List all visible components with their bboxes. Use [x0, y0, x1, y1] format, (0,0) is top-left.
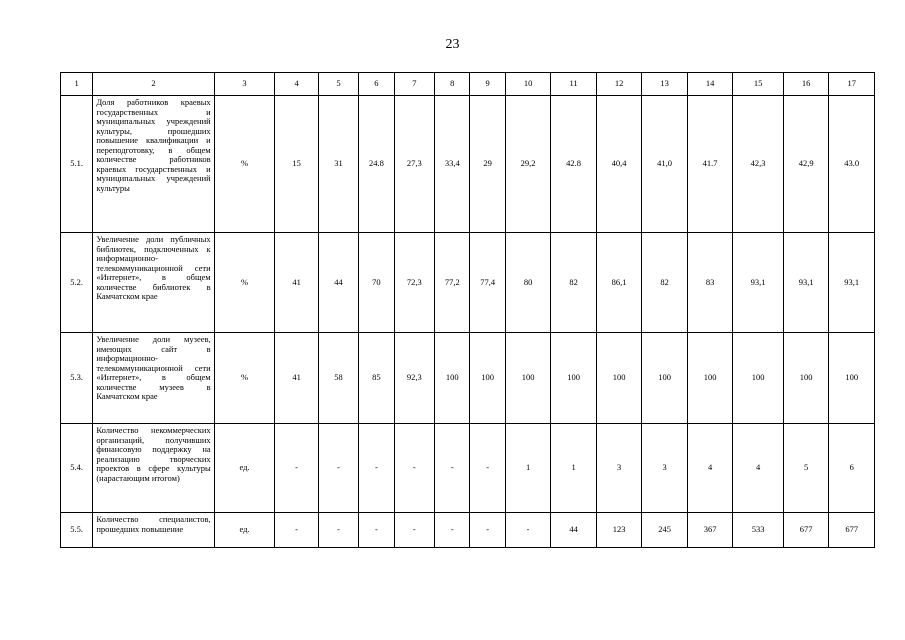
unit-cell: ед.	[214, 513, 275, 548]
value-cell: 41.7	[687, 96, 733, 233]
header-cell: 1	[61, 73, 93, 96]
row-number: 5.5.	[61, 513, 93, 548]
value-cell: -	[435, 513, 470, 548]
value-cell: 533	[733, 513, 784, 548]
value-cell: 1	[505, 424, 551, 513]
value-cell: 29	[470, 96, 505, 233]
value-cell: -	[505, 513, 551, 548]
header-cell: 14	[687, 73, 733, 96]
value-cell: 93,1	[783, 233, 829, 333]
header-cell: 15	[733, 73, 784, 96]
value-cell: -	[470, 424, 505, 513]
value-cell: 86,1	[596, 233, 642, 333]
header-cell: 9	[470, 73, 505, 96]
indicator-description: Доля работников краевых государственных и муниципальных учреждений культуры, прошедших повышение квалификации и переподготовку, в общем количестве работников краевых государственных и муниципальных учреждений культуры	[93, 96, 214, 233]
value-cell: -	[318, 513, 358, 548]
table-row	[61, 233, 875, 333]
value-cell: 40,4	[596, 96, 642, 233]
value-cell: 100	[687, 333, 733, 424]
indicator-description: Количество некоммерческих организаций, получивших финансовую поддержку на реализацию творческих проектов в сфере культуры (нарастающим итогом)	[93, 424, 214, 513]
unit-cell: %	[214, 96, 275, 233]
row-number: 5.2.	[61, 233, 93, 333]
value-cell: -	[435, 424, 470, 513]
value-cell: 77,2	[435, 233, 470, 333]
header-cell: 8	[435, 73, 470, 96]
value-cell: 42,9	[783, 96, 829, 233]
value-cell: -	[470, 513, 505, 548]
value-cell: 93,1	[829, 233, 875, 333]
value-cell: 44	[551, 513, 597, 548]
table-row	[61, 96, 875, 233]
value-cell: -	[359, 513, 394, 548]
value-cell: 100	[642, 333, 688, 424]
header-row	[61, 73, 875, 96]
header-cell: 7	[394, 73, 434, 96]
value-cell: 15	[275, 96, 318, 233]
unit-cell: %	[214, 233, 275, 333]
value-cell: 85	[359, 333, 394, 424]
value-cell: 6	[829, 424, 875, 513]
indicator-table	[60, 72, 875, 548]
value-cell: 4	[687, 424, 733, 513]
header-cell: 13	[642, 73, 688, 96]
value-cell: 100	[783, 333, 829, 424]
value-cell: 367	[687, 513, 733, 548]
value-cell: 41	[275, 333, 318, 424]
value-cell: 100	[733, 333, 784, 424]
value-cell: 123	[596, 513, 642, 548]
table-row	[61, 513, 875, 548]
page-number: 23	[445, 37, 460, 52]
unit-cell: %	[214, 333, 275, 424]
header-cell: 6	[359, 73, 394, 96]
header-cell: 4	[275, 73, 318, 96]
header-cell: 5	[318, 73, 358, 96]
value-cell: 29,2	[505, 96, 551, 233]
value-cell: 42,3	[733, 96, 784, 233]
value-cell: 100	[435, 333, 470, 424]
value-cell: 100	[551, 333, 597, 424]
value-cell: -	[275, 424, 318, 513]
value-cell: 100	[596, 333, 642, 424]
value-cell: 245	[642, 513, 688, 548]
header-cell: 16	[783, 73, 829, 96]
value-cell: 58	[318, 333, 358, 424]
value-cell: -	[394, 513, 434, 548]
indicator-description: Увеличение доли публичных библиотек, подключенных к информационно-телекоммуникационной сети «Интернет», в общем количестве библиотек в Камчатском крае	[93, 233, 214, 333]
value-cell: -	[318, 424, 358, 513]
unit-cell: ед.	[214, 424, 275, 513]
value-cell: 43.0	[829, 96, 875, 233]
header-cell: 10	[505, 73, 551, 96]
indicator-description: Увеличение доли музеев, имеющих сайт в информационно-телекоммуникационной сети «Интернет», в общем количестве музеев в Камчатском крае	[93, 333, 214, 424]
header-cell: 17	[829, 73, 875, 96]
row-number: 5.3.	[61, 333, 93, 424]
value-cell: 100	[505, 333, 551, 424]
value-cell: 83	[687, 233, 733, 333]
value-cell: 33,4	[435, 96, 470, 233]
value-cell: 93,1	[733, 233, 784, 333]
value-cell: 31	[318, 96, 358, 233]
value-cell: 1	[551, 424, 597, 513]
row-number: 5.1.	[61, 96, 93, 233]
value-cell: 677	[829, 513, 875, 548]
value-cell: -	[275, 513, 318, 548]
value-cell: 24.8	[359, 96, 394, 233]
table-row	[61, 333, 875, 424]
value-cell: 100	[470, 333, 505, 424]
value-cell: 42.8	[551, 96, 597, 233]
value-cell: 80	[505, 233, 551, 333]
value-cell: 3	[596, 424, 642, 513]
header-cell: 2	[93, 73, 214, 96]
value-cell: 70	[359, 233, 394, 333]
value-cell: -	[359, 424, 394, 513]
value-cell: 41,0	[642, 96, 688, 233]
value-cell: 82	[642, 233, 688, 333]
value-cell: 92,3	[394, 333, 434, 424]
value-cell: -	[394, 424, 434, 513]
value-cell: 3	[642, 424, 688, 513]
header-cell: 11	[551, 73, 597, 96]
value-cell: 4	[733, 424, 784, 513]
value-cell: 77,4	[470, 233, 505, 333]
value-cell: 100	[829, 333, 875, 424]
indicator-description: Количество специалистов, прошедших повышение	[93, 513, 214, 548]
header-cell: 3	[214, 73, 275, 96]
value-cell: 5	[783, 424, 829, 513]
header-cell: 12	[596, 73, 642, 96]
table-row	[61, 424, 875, 513]
value-cell: 677	[783, 513, 829, 548]
value-cell: 72,3	[394, 233, 434, 333]
row-number: 5.4.	[61, 424, 93, 513]
value-cell: 82	[551, 233, 597, 333]
value-cell: 44	[318, 233, 358, 333]
value-cell: 41	[275, 233, 318, 333]
value-cell: 27,3	[394, 96, 434, 233]
